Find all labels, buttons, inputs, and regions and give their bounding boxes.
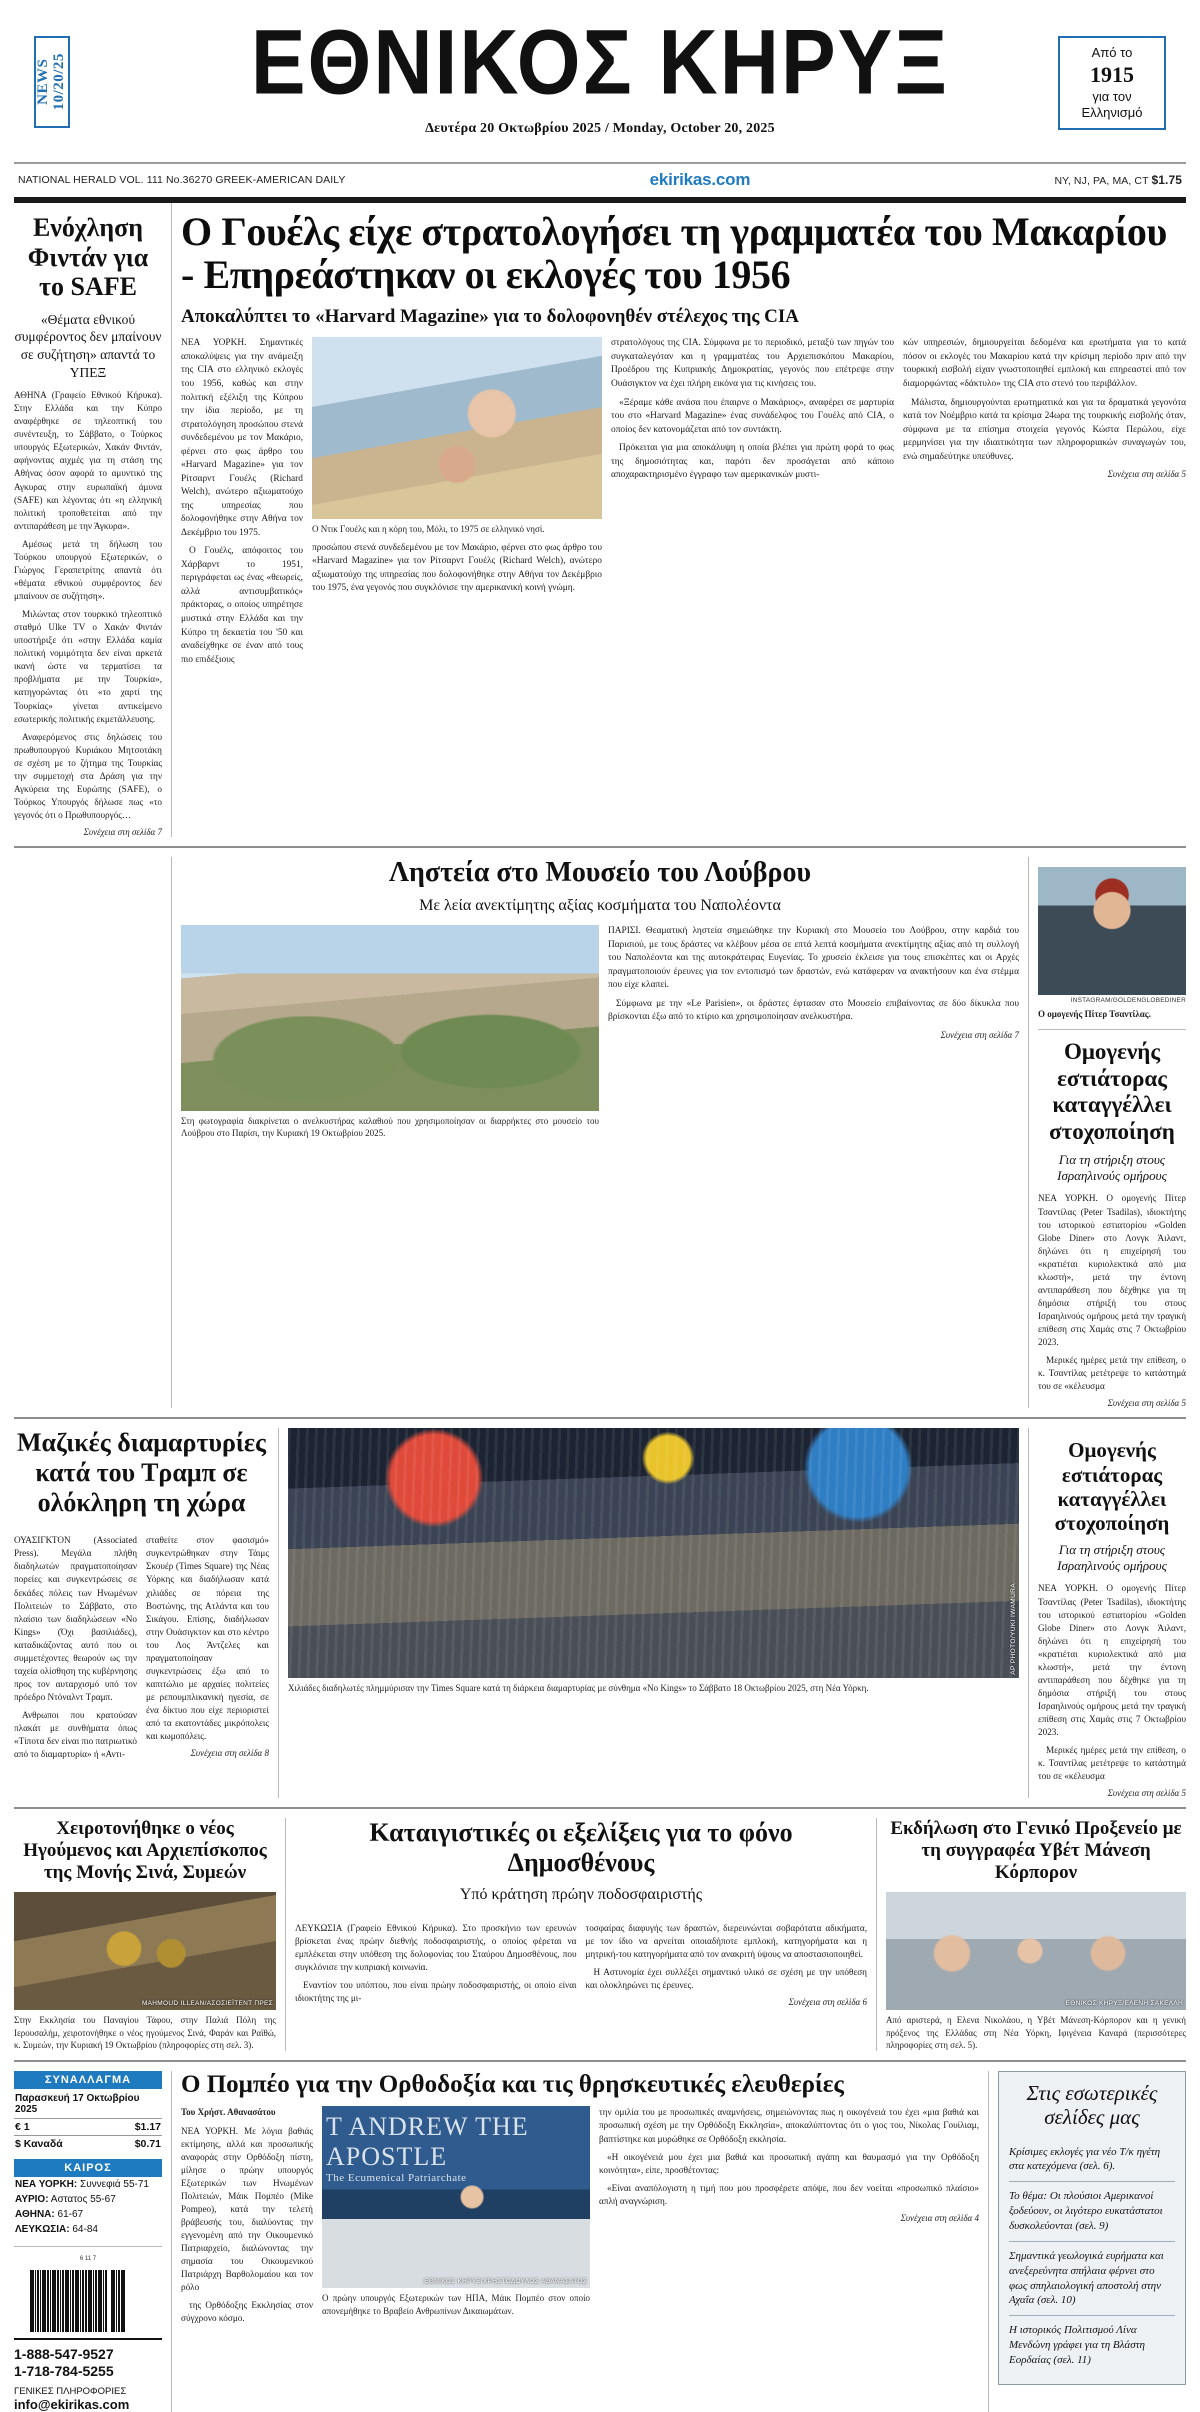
demo-c2-p1: Η Αστυνομία έχει συλλέξει σημαντικό υλικό σε σχέση με την υπόθεση και ολοκληρώνει τις έρευνες. (585, 1966, 867, 1990)
restaurateur-headline-2[interactable]: Ομογενής εστιάτορας καταγγέλλει στοχοποίηση (1054, 1438, 1170, 1535)
service-divider (14, 2246, 162, 2247)
masthead-date-line: Δευτέρα 20 Οκτωβρίου 2025 / Monday, October 20, 2025 (425, 120, 775, 136)
column-divider-7 (876, 1818, 877, 2051)
since-line-4: Ελληνισμό (1081, 104, 1143, 120)
fx-date: Παρασκευή 17 Οκτωβρίου 2025 (15, 2092, 140, 2115)
lead-c3-p1: «Ξέραμε κάθε ανάσα που έπαιρνε ο Μακάριος», αναφέρει σε μαρτυρία του στο «Harvard Magazine» ένας συνάδελφος του Γουέλς από CIA, ο οποίος δεν κατονομάζεται από τον συντάκτη. (611, 397, 894, 435)
contact-phone-2[interactable]: 1-718-784-5255 (14, 2363, 114, 2380)
demo-c1-p0: ΛΕΥΚΩΣΙΑ (Γραφείο Εθνικού Κήρυκα). Στο προσκήνιο των ερευνών βρίσκεται ένας πρώην διεθνής ποδοσφαιριστής, ο οποίος φέρεται να εμπλέκεται στην υπόθεση της δολοφονίας του Σταύρου Δημοσθένους, που συγκλόνισε την κυπριακή κοινωνία. (295, 1922, 577, 1972)
demosthenes-headline[interactable]: Καταιγιστικές οι εξελίξεις για το φόνο Δημοσθένους (369, 1818, 793, 1878)
fx-row-cad (14, 2135, 162, 2152)
protests-col-1 (14, 1526, 137, 1766)
lead-col-4 (903, 337, 1186, 672)
sinai-photo-credit: MAHMOUD ILLEAN/ΑΣΟΣΙΕΪΤΕΝΤ ΠΡΕΣ (141, 2000, 273, 2008)
restaurateur-divider (1038, 1029, 1186, 1030)
pompeo-col-2 (599, 2106, 979, 2330)
weather-row-ny (14, 2177, 162, 2192)
sinai-headline[interactable]: Χειροτονήθηκε ο νέος Ηγούμενος και Αρχιεπίσκοπος της Μονής Σινά, Συμεών (23, 1818, 267, 1884)
left-article-headline[interactable]: Ενόχληση Φιντάν για το SAFE (27, 213, 149, 302)
news-badge-date: 10/20/25 (51, 53, 67, 111)
barcode (14, 2270, 162, 2332)
protests-c1-p1: Ανθρωποι που κρατούσαν πλακάτ με συνθήματα όπως «Τίποτα δεν είναι πιο πατριωτικό από το διαμαρτυρία» ή «Αντι- (14, 1710, 137, 1760)
lead-c1-p0: ΝΕΑ ΥΟΡΚΗ. Σημαντικές αποκαλύψεις για την ανάμειξη της CIA στο ελληνικό εκλογές του 1956, καθώς και στην πολιτική εξέλιξη της Κύπρου την ίδια περίοδο, με τη στρατολόγηση προσώπου στενά συνδεδεμένου με τον Μακάριο, φέρνει στο φως άρθρο του «Harvard Magazine» για τον Ρίτσαρντ Γουέλς (Richard Welch), ανώτερο αξιωματούχο της υπηρεσίας που δολοφονήθηκε στην Αθήνα τον Δεκέμβριο του 1975. (181, 338, 303, 538)
lead-col-3 (611, 337, 894, 672)
lead-c3-p2: Πρόκειται για μια αποκάλυψη η οποία βλέπει για πρώτη φορά το φως της δημοσιότητας και, παρότι δεν προσάγεται από κάποιο αποχαρακτηρισμένο έγγραφο των αμερικανικών μυστι- (611, 443, 894, 481)
weather-val-tomorrow: Αστατος 55-67 (48, 2193, 116, 2205)
website-link[interactable]: ekirikas.com (649, 170, 751, 189)
contact-email[interactable]: info@ekirikas.com (14, 2396, 130, 2412)
restaurateur-photo-caption: Ο ομογενής Πίτερ Τσαντίλας. (1038, 1009, 1151, 1020)
publication-info: NATIONAL HERALD VOL. 111 No.36270 GREEK-AMERICAN DAILY (18, 174, 346, 186)
weather-row-nicosia (14, 2222, 162, 2237)
louvre-headline[interactable]: Ληστεία στο Μουσείο του Λούβρου (388, 857, 812, 889)
restaurateur-subhead-2: Για τη στήριξη στους Ισραηλινούς ομήρους (1057, 1541, 1167, 1574)
bottom-strip (14, 2071, 1186, 2412)
second-section (14, 857, 1186, 1408)
paper-title: ΕΘΝΙΚΟΣ ΚΗΡΥΞ (250, 11, 950, 114)
restaurateur-p0: ΝΕΑ ΥΟΡΚΗ. Ο ομογενής Πίτερ Τσαντίλας (Peter Tsadilas), ιδιοκτήτης του ιστορικού εστιατορίου «Golden Globe Diner» στο Λονγκ Άιλαντ, δηλώνει ότι η επιχείρησή του «κρατιέται κυριολεκτικά από μια κλωστή», μετά την έντονη αντιπαράθεση που δέχθηκε για τη δημόσια στήριξή του στους Ισραηλινούς ομήρους μετά την τραγική επίθεση στις Χαμάς στις 7 Οκτωβρίου 2023. (1038, 1193, 1186, 1348)
sinai-photo (14, 1892, 276, 2010)
section-divider-4 (14, 2060, 1186, 2062)
column-divider (171, 203, 172, 837)
consulate-headline[interactable]: Εκδήλωση στο Γενικό Προξενείο με τη συγγραφέα Υβέτ Μάνεση Κόρπορον (890, 1818, 1182, 1884)
contact-label: ΓΕΝΙΚΕΣ ΠΛΗΡΟΦΟΡΙΕΣ (14, 2385, 127, 2397)
demo-c1-p1: Εναντίον του υπόπτου, που είναι πρώην ποδοσφαιριστής, οι οποίο είναι ιδιοκτήτης της μι- (295, 1979, 577, 2003)
protests-col-2 (146, 1526, 269, 1766)
lead-photo (312, 337, 602, 519)
left-article-para-3: Αναφερόμενος στις δηλώσεις του πρωθυπουργού Κυριάκου Μητσοτάκη σε σχέση με το ζήτημα της Τουρκίας την συμμετοχή στα Δράση για την Αγκύρεια της Ευρώπης (SAFE), ο Τούρκος Υπουργός δήλωσε πως «το γεγονός ότι ο Πρωθυπουργός… (14, 731, 162, 820)
lead-jump[interactable]: Συνέχεια στη σελίδα 5 (1107, 469, 1186, 480)
inside-item-2[interactable]: Σημαντικά γεωλογικά ευρήματα και ανεξερεύνητα σπήλαια φέρνει στο φως σπηλαιολογική αποστολή στην Αχαΐα (σελ. 10) (1009, 2242, 1175, 2316)
price-info (1054, 173, 1182, 187)
pompeo-headline[interactable]: Ο Πομπέο για την Ορθοδοξία και τις θρησκευτικές ελευθερίες (181, 2070, 844, 2098)
consulate-photo-caption: Από αριστερά, η Ελενα Νικολάου, η Υβέτ Μάνεση-Κόρπορον και η γενική πρόξενος της Ελλάδας στη Νέα Υόρκη, Ιφιγένεια Καναρά (περισσότερες πληροφορίες στη σελ. 5). (886, 2015, 1186, 2050)
column-divider-4 (278, 1428, 279, 1798)
protests-photo-caption: Χιλιάδες διαδηλωτές πλημμύρισαν την Times Square κατά τη διάρκεια διαμαρτυρίας με σύνθημα «No Kings» το Σάββατο 18 Οκτωβρίου 2025, στη Νέα Υόρκη. (288, 1683, 869, 1694)
section-divider-1 (14, 846, 1186, 848)
sinai-photo-caption: Στην Εκκλησία του Παναγίου Τάφου, στην Παλιά Πόλη της Ιερουσαλήμ, χειροτονήθηκε ο νέος ηγούμενος Σινά, Φαράν και Ραϊθώ, κ. Συμεών, την Κυριακή 19 Οκτωβρίου (πληροφορίες στη σελ. 3). (14, 2015, 276, 2050)
pompeo-photo-block (322, 2106, 590, 2330)
louvre-photo-block (181, 925, 599, 1139)
inside-item-3[interactable]: Η ιστορικός Πολιτισμού Λίνα Μενδώνη γράφει για τη Βλάστη Εορδαίας (σελ. 11) (1009, 2324, 1146, 2366)
restaurateur-subhead: Για τη στήριξη στους Ισραηλινούς ομήρους (1057, 1151, 1167, 1184)
restaurateur-story (1038, 857, 1186, 1408)
restaurateur-jump[interactable]: Συνέχεια στη σελίδα 5 (1107, 1398, 1186, 1409)
restaurateur-photo (1038, 867, 1186, 995)
weather-row-athens (14, 2207, 162, 2222)
consulate-photo (886, 1892, 1186, 2010)
pompeo-c1-p0: ΝΕΑ ΥΟΡΚΗ. Με λόγια βαθιάς εκτίμησης, αλλά και προσωπικής αναφοράς στην Ορθόδοξη πίστη, μίλησε ο πρώην υπουργός Εξωτερικών των Ηνωμένων Πολιτειών, Μάικ Πομπέο (Mike Pompeo), κατά την τελετή βράβευσής του, διαλύοντας την εγγενομένη από την Οικουμενικό Πατριαρχείο, διαλώνοντας την σημασία του Οικουμενικού Πατριάρχη Βαρθολομαίου και τον ρόλο (181, 2125, 313, 2293)
contact-phone-1[interactable]: 1-888-547-9527 (14, 2345, 114, 2362)
protests-photo-credit: ΑΡ PHOTO/YUKI IWAMURA (1010, 1582, 1017, 1675)
sinai-story (14, 1818, 276, 2051)
masthead-title-wrap (250, 11, 950, 136)
protests-text-grid (14, 1526, 269, 1766)
lead-c4-p0: κών υπηρεσιών, δημιουργείται δεδομένα και ερωτήματα για το κατά πόσον οι εκλογές του Μακαρίου κατά την κρίσιμη περίοδο πριν από την τουρκική εισβολή είχαν γνωστοποιηθεί εμπλοκή και επηρεαστεί από τον διαμορφώντας «δάκτυλο» της CIA στο στενό του περιβάλλον. (903, 338, 1186, 389)
lead-article-grid (181, 337, 1186, 672)
section-divider-3 (14, 1807, 1186, 1809)
masthead (14, 0, 1186, 158)
protests-story (14, 1428, 269, 1798)
restaurateur-photo-credit: INSTAGRAM/GOLDENGLOBEDINER (1070, 997, 1186, 1005)
section-divider-2 (14, 1417, 1186, 1419)
inside-pages-title: Στις εσωτερικές σελίδες μας (1026, 2080, 1158, 2130)
pompeo-byline: Του Χρήστ. Αθανασάτου (181, 2107, 276, 2118)
demosthenes-col-2 (586, 1914, 868, 2010)
weather-val-nicosia: 64-84 (69, 2223, 98, 2235)
pompeo-col-1 (181, 2106, 313, 2330)
demosthenes-grid (295, 1914, 867, 2010)
demosthenes-subhead: Υπό κράτηση πρώην ποδοσφαιριστής (459, 1885, 703, 1903)
demosthenes-col-1 (295, 1914, 577, 2010)
news-badge-label: NEWS (35, 58, 52, 106)
weather-city-tomorrow: ΑΥΡΙΟ: (15, 2193, 49, 2205)
pompeo-c2-p0: την ομιλία του με προσωπικές αναμνήσεις, σημειώνοντας πως η οικογένειά του έχει «μια βαθιά και προσωπική σχέση με την Ορθόδοξη Εκκλησία», αποκαλύπτοντας ότι ο γιος του, Νίκολας Γουίλιαμ, βαπτίστηκε και μυρώθηκε σε Ορθόδοξη εκκλησία. (599, 2107, 979, 2144)
pompeo-grid (181, 2106, 979, 2330)
fx-label-cad: $ Καναδά (15, 2137, 63, 2150)
lead-c2-p0: προσώπου στενά συνδεδεμένου με τον Μακάριο, φέρνει στο φως άρθρο του «Harvard Magazine» για τον Ρίτσαρντ Γουέλς (Richard Welch), ανώτερο αξιωματούχο της υπηρεσίας που δολοφονήθηκε στην Αθήνα τον Δεκέμβριο του 1975, ένα γεγονός που συγκλόνισε την αμερικανική κοινή γνώμη. (312, 542, 602, 594)
louvre-story (181, 857, 1019, 1408)
three-up-section (14, 1818, 1186, 2051)
pompeo-banner-text (326, 2112, 590, 2184)
restaurateur-jump-2[interactable]: Συνέχεια στη σελίδα 5 (1107, 1788, 1186, 1799)
left-sidebar-article (14, 203, 162, 837)
left-article-para-2: Μιλώντας στον τουρκικό τηλεοπτικό σταθμό Ulke TV ο Χακάν Φιντάν υποστήριξε ότι «στην Ελλάδα καμία πολιτική νομιμότητα δεν είναι αρκετά ικανή ώστε να τερματίσει τα προβλήματα με την Τουρκία», κατηγορώντας ότι «το χαρτί της Τουρκίας» γίνεται αντικείμενο εσωτερικής πολιτικής εκμετάλλευσης. (14, 609, 162, 724)
louvre-photo (181, 925, 599, 1111)
restaurateur-headline[interactable]: Ομογενής εστιάτορας καταγγέλλει στοχοποίηση (1049, 1039, 1175, 1144)
column-divider-6 (285, 1818, 286, 2051)
lead-photo-block (312, 337, 602, 672)
column-divider-2 (171, 857, 172, 1408)
demo-c2-p0: τοσφαίρας διαφυγής των δραστών, διερευνώνται σοβαρότατα αδικήματα, με τον ίδιο να αρνείται οποιαδήποτε εμπλοκή, κατηγορήματα και η μητρική-του κατηγορήματα από τον ανακριτή ύψους να αποστασιοποιηθεί. (585, 1922, 867, 1959)
pompeo-jump[interactable]: Συνέχεια στη σελίδα 4 (900, 2212, 979, 2223)
column-divider-9 (988, 2071, 989, 2412)
weather-city-athens: ΑΘΗΝΑ: (15, 2208, 55, 2220)
pompeo-photo-caption: Ο πρώην υπουργός Εξωτερικών των ΗΠΑ, Μάικ Πομπέο στον οποίο απονεμήθηκε το Βραβείο Ανθρωπίνων Δικαιωμάτων. (322, 2293, 590, 2316)
left-cont-text (14, 857, 162, 870)
louvre-photo-caption: Στη φωτογραφία διακρίνεται ο ανελκυστήρας καλαθιού που χρησιμοποίησαν οι διαρρήκτες στο μουσείο του Λούβρου στο Παρίσι, την Κυριακή 19 Οκτωβρίου 2025. (181, 1115, 599, 1139)
left-article-body (14, 389, 162, 822)
weather-city-nicosia: ΛΕΥΚΩΣΙΑ: (15, 2223, 70, 2235)
restaurateur-p1: Μερικές ημέρες μετά την επίθεση, ο κ. Τσαντίλας μετέτρεψε το κατάστημά του σε «κέλευσμα (1038, 1355, 1186, 1392)
restaurateur-cont-p1: Μερικές ημέρες μετά την επίθεση, ο κ. Τσαντίλας μετέτρεψε το κατάστημά του σε «κέλευσμα (1038, 1745, 1186, 1782)
lead-photo-caption: Ο Ντικ Γουέλς και η κόρη του, Μόλι, το 1975 σε ελληνικό νησί. (312, 524, 545, 535)
pompeo-photo (322, 2106, 590, 2288)
louvre-text-col (608, 925, 1019, 1139)
pompeo-story (181, 2071, 979, 2412)
column-divider-3 (1028, 857, 1029, 1408)
protests-photo (288, 1428, 1019, 1678)
pompeo-c1-p1: της Ορθόδοξης Εκκλησίας στον σύγχρονο κόσμο. (181, 2300, 313, 2324)
pompeo-c2-p1: «Η οικογένειά μου έχει μια βαθιά και προσωπική αγάπη και θαυμασμό για την Ορθόδοξη κοινότητα», είπε, προσθέτοντας: (599, 2151, 979, 2175)
pompeo-photo-credit: ΕΘΝΙΚΟΣ ΚΗΡΥΞ/ΧΡΗΣΤΟΔΟΥΛΟΣ ΑΘΑΝΑΣΑΤΟΣ (424, 2278, 587, 2286)
lead-c4-p1: Μάλιστα, δημιουργούνται ερωτηματικά και για τα δραματικά γεγονότα κατά τον Νοέμβριο κατά τα κρίσιμα 24ωρα της τουρκικής εισβολής όταν, σύμφωνα με τα επίσημα στοιχεία γεγονός Κώστα Περώλου, είχε μερμηνίσει για την ιδιαιτικότητα των πληροφοριακών συναγωγών του, ενώ σημαδεύτηκε υπεύθυνες. (903, 397, 1186, 462)
contact-box (14, 2338, 162, 2412)
top-section (14, 203, 1186, 837)
column-divider-5 (1028, 1428, 1029, 1798)
weather-val-athens: 61-67 (54, 2208, 84, 2220)
fx-value-eur: $1.17 (134, 2120, 161, 2133)
left-article-para-1: Αμέσως μετά τη δήλωση του Τούρκου υπουργού Εξωτερικών, ο Γιώργος Γεραπετρίτης απαντά ότι «θέματα εθνικού συμφέροντος δεν μπαίνουν σε συζήτηση». (14, 538, 162, 601)
price-regions: NY, NJ, PA, MA, CT (1054, 175, 1152, 187)
fx-label-eur: € 1 (15, 2120, 30, 2133)
protests-c2-p0: σταθείτε στον φασισμό» συγκεντρώθηκαν στην Τάιμς Σκουέρ (Times Square) της Νέας Υόρκης και διαδήλωσαν κατά χιλιάδες σε πόρεια της Βοστώνης, της Ατλάντα και του Σικάγου. Επίσης, διαδήλωσαν στην Ουάσιγκτον και στο κέντρο του Λος Άντζελες και πραγματοποίησαν συγκεντρώσεις έξω από το καπιτώλιο με αρχαίες πολιτείες με ρεπουμπλικανική ηγεσία, σε ένα δίκτυο που είχε περιοριστεί από τα εκατοντάδες μικρόπολεις και κωμοπόλεις. (146, 1535, 269, 1742)
restaurateur-cont-p0: ΝΕΑ ΥΟΡΚΗ. Ο ομογενής Πίτερ Τσαντίλας (Peter Tsadilas), ιδιοκτήτης του ιστορικού εστιατορίου «Golden Globe Diner» στο Λονγκ Άιλαντ, δηλώνει ότι η επιχείρησή του «κρατιέται κυριολεκτικά από μια κλωστή», μετά την έντονη αντιπαράθεση που δέχθηκε για τη δημόσια στήριξή του στους Ισραηλινούς ομήρους μετά την τραγική επίθεση στις Χαμάς στις 7 Οκτωβρίου 2023. (1038, 1583, 1186, 1738)
lead-c3-p0: στρατολόγους της CIA. Σύμφωνα με το περιοδικό, μεταξύ των πηγών του συγκαταλεγόταν και η γραμματέας του Αρχιεπισκόπου Μακαρίου, Προέδρου της Κυπριακής Δημοκρατίας, γεγονός που επέτρεψε στην Ουάσιγκτον να έχει πλήρη εικόνα για τις κινήσεις του. (611, 338, 894, 389)
weather-val-ny: Συννεφιά 55-71 (77, 2178, 149, 2190)
service-box (14, 2071, 162, 2412)
fx-value-cad: $0.71 (134, 2137, 161, 2150)
price-value: $1.75 (1151, 173, 1182, 187)
left-article-subhead: «Θέματα εθνικού συμφέροντος δεν μπαίνουν σε συζήτηση» απαντά το ΥΠΕΞ (14, 311, 162, 380)
info-bar (14, 164, 1186, 197)
since-badge (1058, 36, 1166, 130)
protests-section (14, 1428, 1186, 1798)
left-article-jump[interactable]: Συνέχεια στη σελίδα 7 (83, 827, 162, 838)
weather-row-tomorrow (14, 2192, 162, 2207)
since-line-3: για τον (1092, 88, 1132, 104)
lead-subhead: Αποκαλύπτει το «Harvard Magazine» για το δολοφονηθέν στέλεχος της CIA (181, 305, 800, 327)
inside-pages-box (998, 2071, 1186, 2412)
lead-headline[interactable]: Ο Γουέλς είχε στρατολογήσει τη γραμματέα του Μακαρίου - Επηρεάστηκαν οι εκλογές του 1956 (181, 209, 1167, 297)
louvre-grid (181, 925, 1019, 1139)
lead-col-1 (181, 337, 303, 672)
since-year: 1915 (1090, 62, 1134, 88)
pompeo-c2-p2: «Είναι αναπόλογιστη η τιμή που μου προσφέρετε απόψε, που δεν νοείται «προσωπικό πλαίσιο» απλή αναγνώριση. (599, 2182, 979, 2206)
protests-c1-p0: ΟΥΑΣΙΓΚΤΟΝ (Associated Press). Μεγάλα πλήθη διαδηλωτών πραγματοποίησαν πορείες και συγκεντρώσεις σε δεκάδες πόλεις των Ηνωμένων Πολιτειών το Σάββατο, στο πλαίσιο των διαδηλώσεων «No Kings» (Όχι βασιλιάδες), καταδικάζοντας αυτό που οι συμμετέχοντες θεωρούν ως την ταχεία ολίσθηση της κυβέρνησης προς τον αυταρχισμό υπό τον πρόεδρο Ντόναλντ Τραμπ. (14, 1535, 137, 1703)
pompeo-banner-main: T ANDREW THE APOSTLE (326, 2112, 529, 2172)
protests-headline[interactable]: Μαζικές διαμαρτυρίες κατά του Τραμπ σε ολόκληρη τη χώρα (16, 1428, 266, 1517)
protests-photo-block (288, 1428, 1019, 1798)
louvre-p0: ΠΑΡΙΣΙ. Θεαματική ληστεία σημειώθηκε την Κυριακή στο Μουσείο του Λούβρου, στην καρδιά του Παρισιού, με τους δράστες να κλέβουν μέσα σε επτά λεπτά κοσμήματα ανεκτίμητης αξίας από τη συλλογή του Ναπολέοντα και της αυτοκράτειρας Ευγενίας. Το χρυσείο έκλεισε για τους επισκέπτες και οι Αρχές πραγματοποιούν έρευνες για τον εντοπισμό των δραστών, ενώ κατάφεραν να ανακτήσουν και ένα στέμμα που είχε κλαπεί. (608, 925, 1019, 991)
column-divider-8 (171, 2071, 172, 2412)
weather-city-ny: ΝΕΑ ΥΟΡΚΗ: (15, 2178, 78, 2190)
lead-story (181, 203, 1186, 837)
consulate-story (886, 1818, 1186, 2051)
left-col-continued (14, 857, 162, 1408)
louvre-subhead: Με λεία ανεκτίμητης αξίας κοσμήματα του Ναπολέοντα (419, 896, 781, 914)
consulate-photo-credit: ΕΘΝΙΚΟΣ ΚΗΡΥΞ/ΕΛΕΝΗ ΣΑΚΕΛΛΗ (1065, 2000, 1183, 2008)
news-date-badge (34, 36, 70, 128)
demosthenes-story (295, 1818, 867, 2051)
louvre-jump[interactable]: Συνέχεια στη σελίδα 7 (940, 1029, 1019, 1040)
weather-title: ΚΑΙΡΟΣ (14, 2159, 162, 2177)
lead-c1-p1: Ο Γουέλς, απόφοιτος του Χάρβαρντ το 1951, περιγράφεται ως ένας «θεωρείς, αλλά αντισυμβατικός» πράκτορας, ο οποίος υπηρέτησε μυστικά στην Ελλάδα και την Κύπρο τη δεκαετία του '50 και αναδείχθηκε σε έναν από τους πιο επιδέξιους (181, 546, 303, 665)
demosthenes-jump[interactable]: Συνέχεια στη σελίδα 6 (788, 1996, 867, 2007)
since-line-1: Από το (1091, 44, 1133, 60)
pompeo-banner-sub: The Ecumenical Patriarchate (326, 2172, 467, 2185)
left-article-para-0: ΑΘΗΝΑ (Γραφείο Εθνικού Κήρυκα). Στην Ελλάδα και την Κύπρο αναφέρθηκε σε τηλεοπτική του συνέντευξη, το Σάββατο, ο Τούρκος υπουργός Εξωτερικών, Χακάν Φιντάν, αφήνοντας αιχμές για τη στάση της Αθήνας όσον αφορά το αμυντικό της Αγκυρας στην ευρωπαϊκή άμυνα (SAFE) και λέγοντας ότι «η ελληνική πολιτική τροποθετείται από την αντιπαράθεση με την Άγκυρα». (14, 390, 162, 531)
protests-jump[interactable]: Συνέχεια στη σελίδα 8 (190, 1748, 269, 1759)
inside-item-0[interactable]: Κρίσιμες εκλογές για νέο Τ/κ ηγέτη στα κατεχόμενα (σελ. 6). (1009, 2138, 1175, 2183)
inside-item-1[interactable]: Το θέμα: Οι πλούσιοι Αμερικανοί ξοδεύουν, οι λιγότερο ευκατάστατοι δυσκολεύονται (σελ. 9) (1009, 2182, 1175, 2242)
barcode-number: 6 11 7 (79, 2255, 97, 2262)
restaurateur-continued (1038, 1428, 1186, 1798)
fx-title: ΣΥΝΑΛΛΑΓΜΑ (14, 2071, 162, 2089)
fx-row-eur (14, 2118, 162, 2135)
louvre-p1: Σύμφωνα με την «Le Parisien», οι δράστες έφτασαν στο Μουσείο επιβαίνοντας σε δύο δίκυκλα που βρίσκονται έξω από το κτίριο και χρησιμοποίησαν ανελκυστήρα. (608, 998, 1019, 1023)
